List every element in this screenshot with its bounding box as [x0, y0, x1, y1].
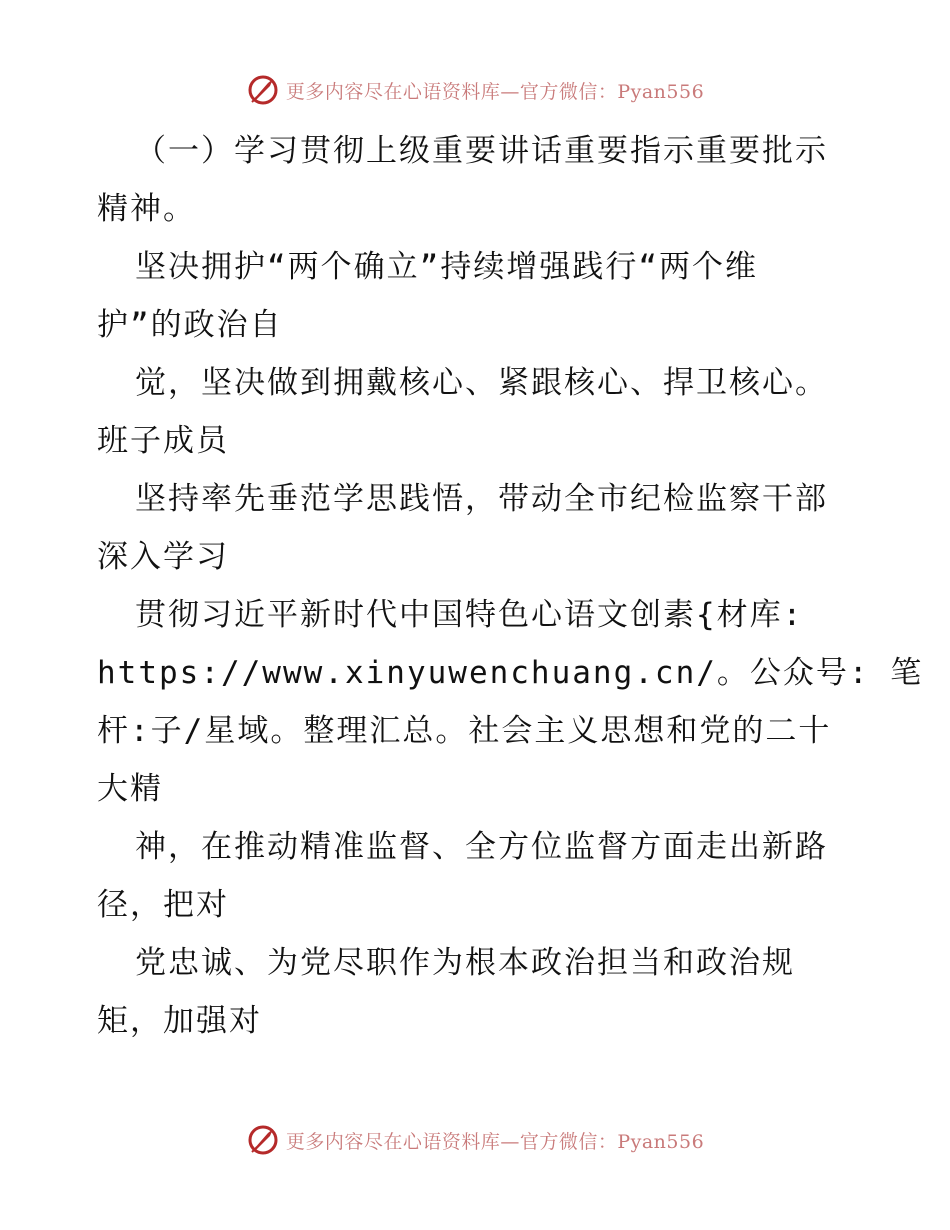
quill-logo-icon [246, 1123, 280, 1157]
document-body [97, 122, 924, 1050]
document-line: 党忠诚、为党尽职作为根本政治担当和政治规 [135, 945, 795, 981]
document-line: 大精 [97, 771, 163, 807]
document-line: 坚决拥护“两个确立”持续增强践行“两个维 [135, 249, 758, 285]
header-banner-text: 更多内容尽在心语资料库—官方微信：Pyan556 [285, 80, 705, 103]
footer-banner-text: 更多内容尽在心语资料库—官方微信：Pyan556 [285, 1130, 705, 1153]
document-line: 坚持率先垂范学思践悟，带动全市纪检监察干部 [135, 481, 828, 517]
document-line: 矩，加强对 [97, 1003, 262, 1039]
document-line: 深入学习 [97, 539, 229, 575]
document-line: 护”的政治自 [97, 307, 283, 343]
document-line: 径，把对 [97, 887, 229, 923]
header-banner [0, 70, 950, 110]
document-line: 精神。 [97, 191, 196, 227]
document-line: 觉，坚决做到拥戴核心、紧跟核心、捍卫核心。 [135, 365, 828, 401]
document-line: （一）学习贯彻上级重要讲话重要指示重要批示 [135, 133, 828, 169]
document-line: 杆:子/星域。整理汇总。社会主义思想和党的二十 [97, 713, 832, 749]
footer-banner [0, 1120, 950, 1160]
quill-logo-icon [246, 73, 280, 107]
document-line: 神，在推动精准监督、全方位监督方面走出新路 [135, 829, 828, 865]
document-line: https://www.xinyuwenchuang.cn/。公众号: 笔 [97, 655, 924, 691]
document-line: 班子成员 [97, 423, 229, 459]
document-line: 贯彻习近平新时代中国特色心语文创素{材库: [135, 597, 804, 633]
